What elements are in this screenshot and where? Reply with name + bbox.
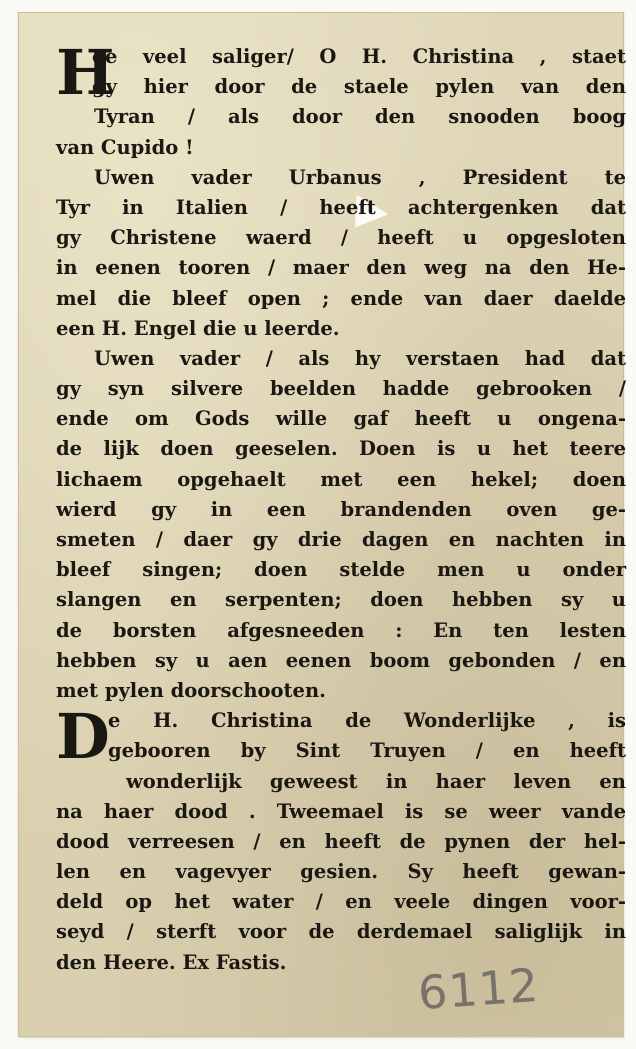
text-line: een H. Engel die u leerde. bbox=[56, 316, 340, 340]
text-line: de borsten afgesneeden : En ten lesten bbox=[56, 618, 626, 642]
document-page bbox=[18, 12, 624, 1037]
text-line: ende om Gods wille gaf heeft u ongena- bbox=[56, 407, 626, 431]
text-line: bleef singen; doen stelde men u onder bbox=[56, 558, 626, 582]
text-line: seyd / sterft voor de derdemael saliglijk in bbox=[56, 920, 626, 944]
text-line: na haer dood . Tweemael is se weer vande bbox=[56, 799, 626, 823]
text-line: oe veel saliger/ O H. Christina , staet bbox=[92, 45, 626, 68]
dropcap-h: H bbox=[56, 36, 115, 109]
text-line: Uwen vader Urbanus , President te bbox=[94, 165, 626, 189]
text-line: gy hier door de staele pylen van den bbox=[92, 75, 626, 99]
paragraph-1 bbox=[56, 36, 626, 163]
text-line: Tyr in Italien / heeft achtergenken dat bbox=[56, 195, 626, 219]
text-line: Uwen vader / als hy verstaen had dat bbox=[94, 346, 626, 370]
text-line: gy syn silvere beelden hadde gebrooken / bbox=[56, 377, 626, 401]
text-line: gy Christene waerd / heeft u opgesloten bbox=[56, 226, 626, 250]
text-line: slangen en serpenten; doen hebben sy u bbox=[56, 588, 626, 612]
body-text bbox=[56, 36, 626, 978]
text-line: wierd gy in een brandenden oven ge- bbox=[56, 497, 626, 521]
text-line: lichaem opgehaelt met een hekel; doen bbox=[56, 467, 626, 491]
paragraph-4 bbox=[56, 700, 626, 978]
text-line: mel die bleef open ; ende van daer daelde bbox=[56, 286, 626, 310]
text-line: Tyran / als door den snooden boog bbox=[94, 105, 626, 129]
text-line: van Cupido ! bbox=[56, 135, 194, 159]
paragraph-2 bbox=[56, 163, 626, 344]
shelfmark-number: 6112 bbox=[416, 957, 541, 1021]
text-line: smeten / daer gy drie dagen en nachten in bbox=[56, 528, 626, 551]
text-line: e H. Christina de Wonderlijke , is bbox=[108, 709, 626, 733]
text-line: len en vagevyer gesien. Sy heeft gewan- bbox=[56, 860, 626, 884]
text-line: hebben sy u aen eenen boom gebonden / en bbox=[56, 648, 626, 672]
text-line: deld op het water / en veele dingen voor- bbox=[56, 890, 626, 914]
dropcap-d: D bbox=[56, 700, 110, 774]
text-line: in eenen tooren / maer den weg na den He- bbox=[56, 256, 626, 280]
text-line: wonderlijk geweest in haer leven en bbox=[126, 769, 626, 793]
paragraph-3 bbox=[56, 344, 626, 706]
text-line: dood verreesen / en heeft de pynen der hel- bbox=[56, 829, 626, 853]
text-line: met pylen doorschooten. bbox=[56, 678, 326, 702]
text-line: de lijk doen geeselen. Doen is u het teere bbox=[56, 437, 626, 461]
text-line: gebooren by Sint Truyen / en heeft bbox=[108, 739, 626, 763]
text-line: den Heere. Ex Fastis. bbox=[56, 950, 287, 974]
